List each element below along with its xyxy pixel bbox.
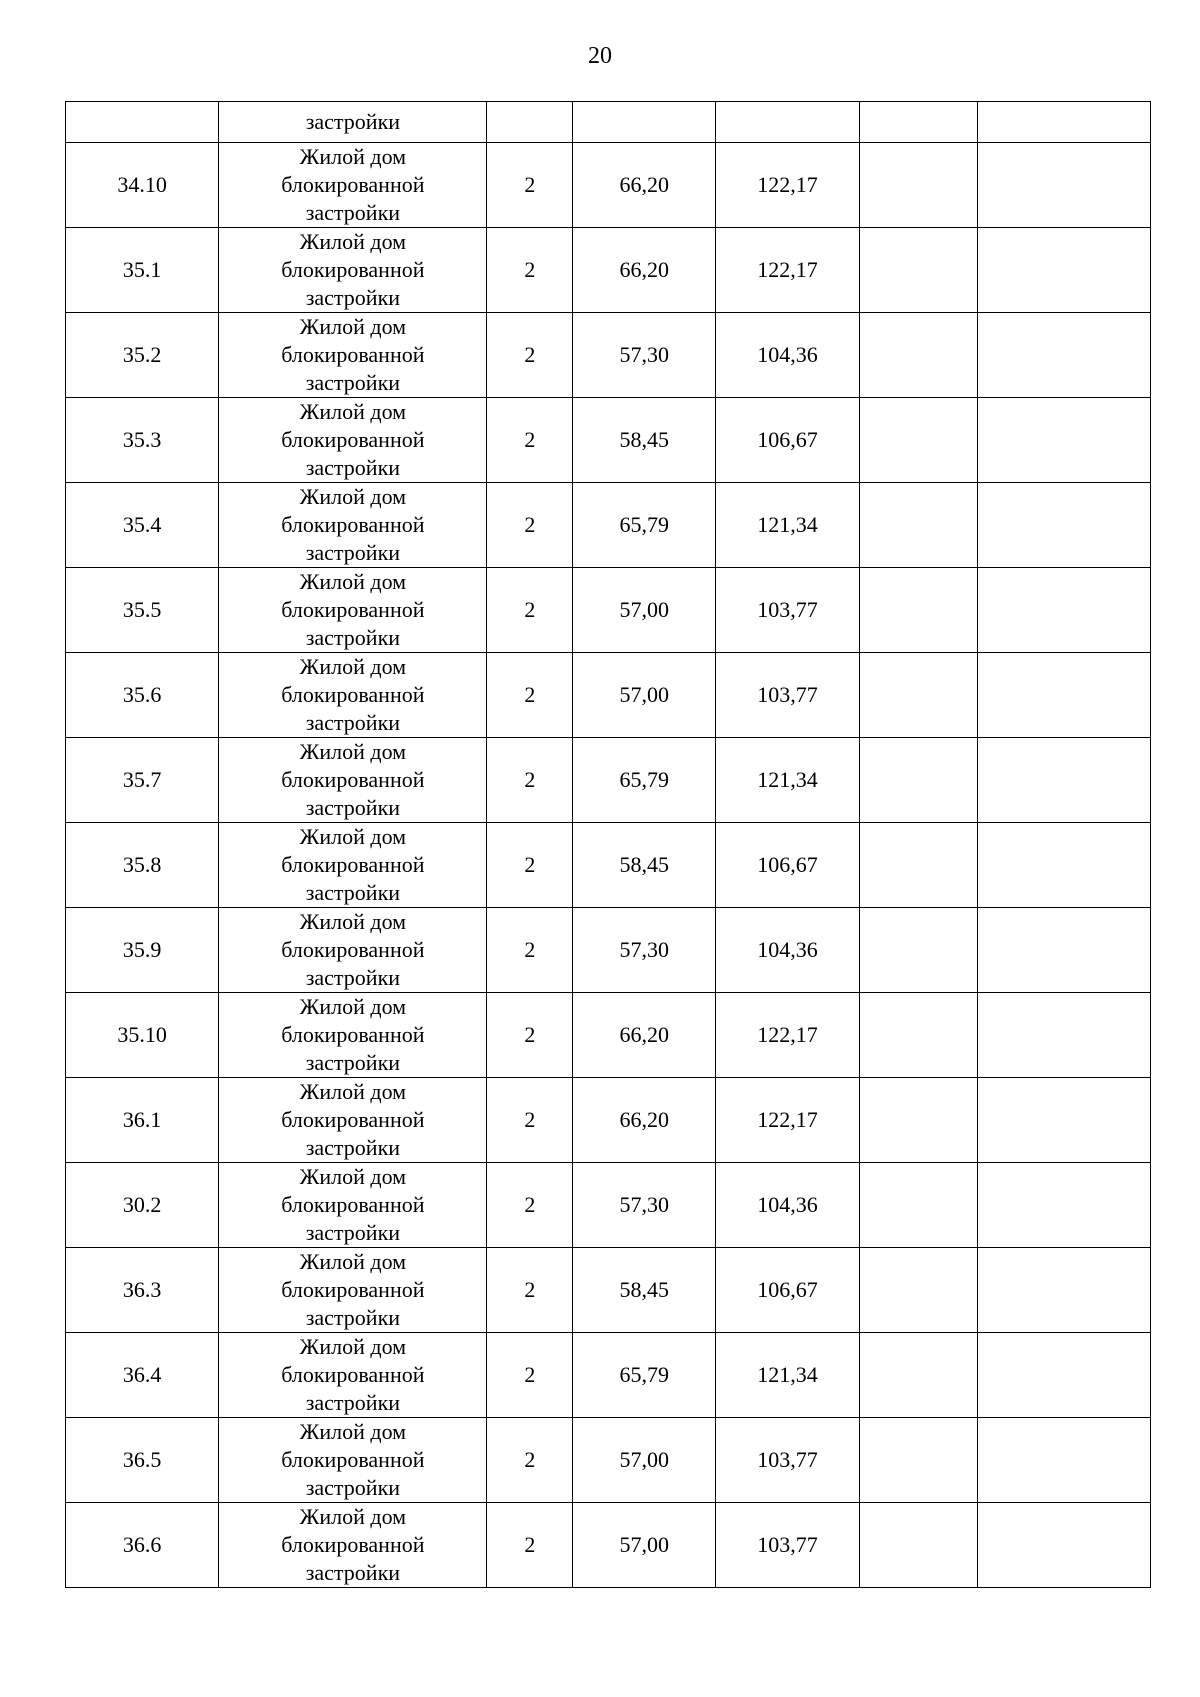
name-line: застройки — [305, 965, 401, 990]
cell-floors: 2 — [487, 738, 573, 823]
name-line: застройки — [305, 880, 401, 905]
cell-number: 36.1 — [66, 1078, 219, 1163]
table-row — [66, 143, 1151, 228]
cell-number: 35.1 — [66, 228, 219, 313]
cell-name — [219, 143, 487, 228]
name-line: Жилой дом — [299, 1504, 407, 1529]
cell-area-2: 122,17 — [716, 228, 859, 313]
name-line: застройки — [305, 795, 401, 820]
cell-floors: 2 — [487, 1418, 573, 1503]
cell-area-2: 106,67 — [716, 398, 859, 483]
name-line: блокированной — [281, 937, 425, 962]
name-line: Жилой дом — [299, 314, 407, 339]
cell-area-1: 57,00 — [573, 1418, 716, 1503]
name-line: Жилой дом — [299, 654, 407, 679]
table-row — [66, 1163, 1151, 1248]
name-line: Жилой дом — [299, 484, 407, 509]
table-row — [66, 908, 1151, 993]
cell-area-1: 65,79 — [573, 483, 716, 568]
page-number: 20 — [588, 43, 612, 69]
name-line: застройки — [305, 1305, 401, 1330]
cell-number: 35.6 — [66, 653, 219, 738]
name-line: блокированной — [281, 1532, 425, 1557]
cell-floors — [487, 102, 573, 143]
cell-name — [219, 568, 487, 653]
cell-col-6 — [859, 653, 977, 738]
cell-name — [219, 313, 487, 398]
name-line: застройки — [305, 710, 401, 735]
cell-number: 36.4 — [66, 1333, 219, 1418]
cell-area-2: 103,77 — [716, 568, 859, 653]
cell-area-1: 57,00 — [573, 653, 716, 738]
cell-name — [219, 483, 487, 568]
table-row — [66, 1248, 1151, 1333]
name-line: Жилой дом — [299, 569, 407, 594]
name-line: блокированной — [281, 512, 425, 537]
cell-area-1: 57,30 — [573, 908, 716, 993]
cell-name — [219, 1248, 487, 1333]
name-line: застройки — [305, 455, 401, 480]
cell-area-2: 103,77 — [716, 1418, 859, 1503]
cell-area-2: 122,17 — [716, 993, 859, 1078]
cell-number: 36.3 — [66, 1248, 219, 1333]
cell-col-7 — [977, 398, 1150, 483]
cell-col-7 — [977, 1503, 1150, 1588]
cell-area-2 — [716, 102, 859, 143]
cell-area-1: 57,30 — [573, 313, 716, 398]
name-line: Жилой дом — [299, 994, 407, 1019]
cell-number: 34.10 — [66, 143, 219, 228]
name-line: блокированной — [281, 1362, 425, 1387]
name-line: застройки — [305, 109, 401, 134]
cell-col-7 — [977, 1333, 1150, 1418]
cell-col-6 — [859, 228, 977, 313]
cell-floors: 2 — [487, 143, 573, 228]
cell-number: 35.3 — [66, 398, 219, 483]
cell-col-6 — [859, 1163, 977, 1248]
cell-area-2: 104,36 — [716, 908, 859, 993]
cell-floors: 2 — [487, 908, 573, 993]
table-row-continued — [66, 102, 1151, 143]
cell-col-7 — [977, 313, 1150, 398]
name-line: застройки — [305, 1390, 401, 1415]
cell-floors: 2 — [487, 1503, 573, 1588]
name-line: блокированной — [281, 597, 425, 622]
cell-col-6 — [859, 143, 977, 228]
name-line: Жилой дом — [299, 909, 407, 934]
cell-name — [219, 398, 487, 483]
cell-number: 35.2 — [66, 313, 219, 398]
cell-col-6 — [859, 1333, 977, 1418]
cell-col-7 — [977, 1163, 1150, 1248]
cell-col-7 — [977, 143, 1150, 228]
table-row — [66, 398, 1151, 483]
cell-floors: 2 — [487, 483, 573, 568]
cell-name — [219, 1503, 487, 1588]
table-row — [66, 313, 1151, 398]
cell-number: 30.2 — [66, 1163, 219, 1248]
cell-name — [219, 738, 487, 823]
cell-col-6 — [859, 568, 977, 653]
cell-col-6 — [859, 1248, 977, 1333]
cell-name — [219, 228, 487, 313]
cell-col-6 — [859, 102, 977, 143]
cell-number: 35.9 — [66, 908, 219, 993]
cell-area-1: 65,79 — [573, 738, 716, 823]
name-line: Жилой дом — [299, 1079, 407, 1104]
cell-area-2: 122,17 — [716, 1078, 859, 1163]
cell-area-1: 65,79 — [573, 1333, 716, 1418]
cell-number: 36.5 — [66, 1418, 219, 1503]
cell-area-2: 106,67 — [716, 1248, 859, 1333]
cell-area-2: 122,17 — [716, 143, 859, 228]
cell-area-2: 121,34 — [716, 738, 859, 823]
cell-col-6 — [859, 823, 977, 908]
cell-number — [66, 102, 219, 143]
name-line: застройки — [305, 370, 401, 395]
cell-floors: 2 — [487, 1333, 573, 1418]
name-line: блокированной — [281, 1022, 425, 1047]
table-row — [66, 653, 1151, 738]
name-line: Жилой дом — [299, 1164, 407, 1189]
name-line: блокированной — [281, 342, 425, 367]
name-line: Жилой дом — [299, 229, 407, 254]
cell-number: 35.8 — [66, 823, 219, 908]
table-row — [66, 1078, 1151, 1163]
name-line: застройки — [305, 1220, 401, 1245]
cell-area-1: 58,45 — [573, 1248, 716, 1333]
cell-number: 35.7 — [66, 738, 219, 823]
cell-col-7 — [977, 993, 1150, 1078]
name-line: застройки — [305, 540, 401, 565]
name-line: блокированной — [281, 1192, 425, 1217]
name-line: Жилой дом — [299, 144, 407, 169]
name-line: Жилой дом — [299, 739, 407, 764]
name-line: Жилой дом — [299, 1419, 407, 1444]
name-line: застройки — [305, 1050, 401, 1075]
name-line: застройки — [305, 200, 401, 225]
name-line: блокированной — [281, 172, 425, 197]
cell-col-7 — [977, 908, 1150, 993]
name-line: Жилой дом — [299, 824, 407, 849]
table-row — [66, 568, 1151, 653]
name-line: блокированной — [281, 852, 425, 877]
cell-floors: 2 — [487, 1248, 573, 1333]
cell-floors: 2 — [487, 568, 573, 653]
cell-col-6 — [859, 1418, 977, 1503]
cell-name — [219, 653, 487, 738]
name-line: застройки — [305, 1560, 401, 1585]
cell-floors: 2 — [487, 823, 573, 908]
cell-col-7 — [977, 483, 1150, 568]
cell-col-7 — [977, 1248, 1150, 1333]
cell-area-1 — [573, 102, 716, 143]
cell-floors: 2 — [487, 228, 573, 313]
cell-col-6 — [859, 738, 977, 823]
cell-number: 35.10 — [66, 993, 219, 1078]
cell-col-7 — [977, 1078, 1150, 1163]
cell-number: 36.6 — [66, 1503, 219, 1588]
name-line: блокированной — [281, 427, 425, 452]
cell-col-6 — [859, 398, 977, 483]
table-row — [66, 228, 1151, 313]
cell-area-1: 66,20 — [573, 993, 716, 1078]
table-row — [66, 1503, 1151, 1588]
building-table — [65, 101, 1151, 1588]
cell-floors: 2 — [487, 1163, 573, 1248]
cell-area-2: 104,36 — [716, 1163, 859, 1248]
cell-col-7 — [977, 738, 1150, 823]
name-line: блокированной — [281, 1447, 425, 1472]
table-row — [66, 738, 1151, 823]
cell-area-1: 57,00 — [573, 568, 716, 653]
table-body — [66, 102, 1151, 1588]
cell-col-7 — [977, 228, 1150, 313]
name-line: застройки — [305, 285, 401, 310]
cell-col-7 — [977, 102, 1150, 143]
cell-name — [219, 993, 487, 1078]
cell-area-1: 57,00 — [573, 1503, 716, 1588]
name-line: застройки — [305, 1135, 401, 1160]
cell-area-2: 103,77 — [716, 653, 859, 738]
cell-col-6 — [859, 313, 977, 398]
name-line: блокированной — [281, 257, 425, 282]
table-row — [66, 1333, 1151, 1418]
cell-area-1: 57,30 — [573, 1163, 716, 1248]
name-line: застройки — [305, 625, 401, 650]
cell-floors: 2 — [487, 1078, 573, 1163]
cell-col-7 — [977, 1418, 1150, 1503]
name-line: Жилой дом — [299, 1334, 407, 1359]
table-row — [66, 483, 1151, 568]
name-line: Жилой дом — [299, 399, 407, 424]
cell-col-7 — [977, 653, 1150, 738]
cell-area-1: 58,45 — [573, 823, 716, 908]
cell-floors: 2 — [487, 993, 573, 1078]
cell-floors: 2 — [487, 313, 573, 398]
cell-name — [219, 1078, 487, 1163]
cell-name — [219, 1418, 487, 1503]
cell-area-2: 104,36 — [716, 313, 859, 398]
cell-floors: 2 — [487, 653, 573, 738]
table-row — [66, 823, 1151, 908]
table-row — [66, 993, 1151, 1078]
cell-area-1: 66,20 — [573, 143, 716, 228]
cell-col-6 — [859, 483, 977, 568]
cell-col-7 — [977, 568, 1150, 653]
cell-area-2: 121,34 — [716, 483, 859, 568]
name-line: блокированной — [281, 1107, 425, 1132]
cell-name — [219, 908, 487, 993]
cell-area-2: 103,77 — [716, 1503, 859, 1588]
cell-area-2: 121,34 — [716, 1333, 859, 1418]
name-line: блокированной — [281, 767, 425, 792]
cell-number: 35.5 — [66, 568, 219, 653]
cell-name — [219, 1163, 487, 1248]
cell-col-7 — [977, 823, 1150, 908]
cell-name — [219, 1333, 487, 1418]
cell-name — [219, 102, 487, 143]
cell-area-1: 58,45 — [573, 398, 716, 483]
name-line: блокированной — [281, 682, 425, 707]
cell-area-1: 66,20 — [573, 228, 716, 313]
name-line: застройки — [305, 1475, 401, 1500]
cell-col-6 — [859, 1078, 977, 1163]
name-line: блокированной — [281, 1277, 425, 1302]
cell-number: 35.4 — [66, 483, 219, 568]
table-row — [66, 1418, 1151, 1503]
cell-floors: 2 — [487, 398, 573, 483]
name-line: Жилой дом — [299, 1249, 407, 1274]
cell-area-1: 66,20 — [573, 1078, 716, 1163]
cell-col-6 — [859, 1503, 977, 1588]
cell-area-2: 106,67 — [716, 823, 859, 908]
cell-name — [219, 823, 487, 908]
cell-col-6 — [859, 993, 977, 1078]
cell-col-6 — [859, 908, 977, 993]
